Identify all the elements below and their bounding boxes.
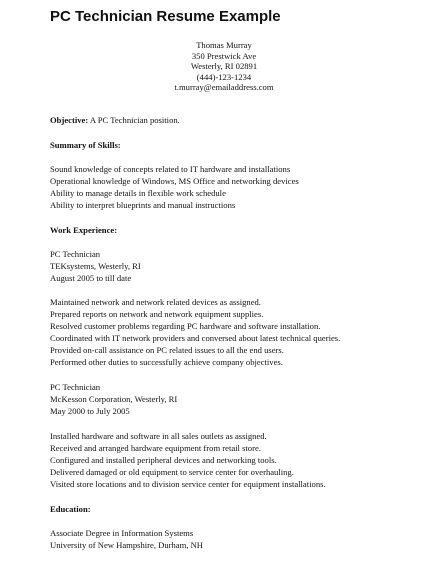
contact-email: t.murray@emailaddress.com [174,82,274,93]
education-details [50,527,203,551]
objective-line [50,114,180,126]
experience-heading: Work Experience: [50,225,118,235]
job-duty: Maintained network and network related devices as assigned. [50,297,261,307]
job-dates: May 2000 to July 2005 [50,406,130,416]
education-heading: Education: [50,504,91,514]
job-duty: Resolved customer problems regarding PC hardware and software installation. [50,321,321,331]
job-company: TEKsystems, Westerly, RI [50,261,141,271]
job-title: PC Technician [50,249,101,259]
job-duty: Configured and installed peripheral devices and networking tools. [50,455,277,465]
job-duty: Performed other duties to successfully achieve company objectives. [50,357,283,367]
objective-text: A PC Technician position. [88,115,180,125]
job-duty: Installed hardware and software in all sales outlets as assigned. [50,431,267,441]
job-header [50,381,177,417]
job-duty: Received and arranged hardware equipment from retail store. [50,443,261,453]
contact-phone: (444)-123-1234 [196,71,252,82]
skill-item: Sound knowledge of concepts related to IT hardware and installations [50,164,291,174]
skill-item: Ability to manage details in flexible work schedule [50,188,226,198]
objective-label: Objective: [50,115,89,125]
contact-city: Westerly, RI 02891 [190,61,258,72]
skill-item: Operational knowledge of Windows, MS Office and networking devices [50,176,299,186]
job-dates: August 2005 to till date [50,273,132,283]
contact-street: 350 Prestwick Ave [191,50,257,61]
education-school: University of New Hampshire, Durham, NH [50,540,203,550]
job-duties [50,296,340,368]
job-duty: Coordinated with IT network providers and conversed about latest technical queries. [50,333,341,343]
skill-item: Ability to interpret blueprints and manual instructions [50,200,236,210]
job-header [50,248,141,284]
page-title: PC Technician Resume Example [50,8,281,25]
job-duty: Delivered damaged or old equipment to service center for overhauling. [50,467,294,477]
contact-block [0,40,427,93]
job-title: PC Technician [50,382,101,392]
job-duties [50,430,326,490]
job-company: McKesson Corporation, Westerly, RI [50,394,178,404]
job-duty: Prepared reports on network and network equipment supplies. [50,309,264,319]
education-degree: Associate Degree in Information Systems [50,528,194,538]
skills-list [50,163,299,211]
contact-name: Thomas Murray [196,40,252,50]
job-duty: Provided on-call assistance on PC related issues to all the end users. [50,345,284,355]
skills-heading: Summary of Skills: [50,140,121,150]
job-duty: Visited store locations and to division service center for equipment installations. [50,479,326,489]
